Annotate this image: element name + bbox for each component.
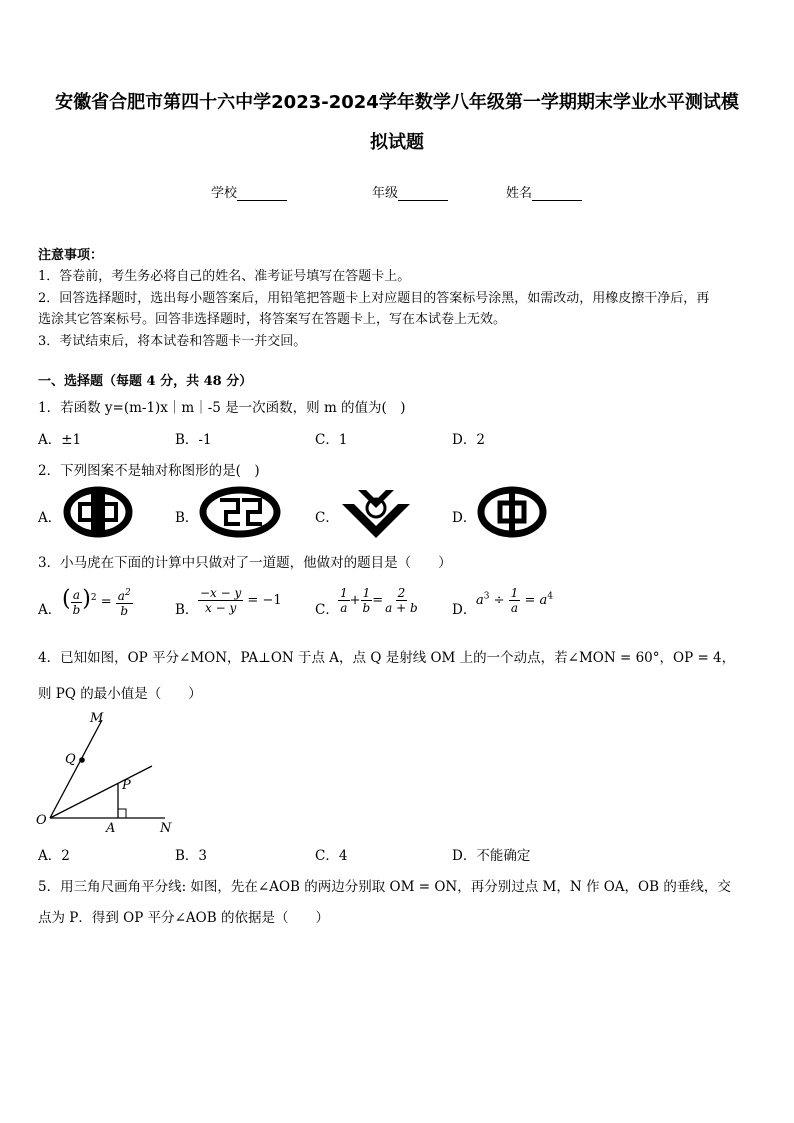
q2-logo-a-icon — [62, 486, 134, 538]
question-5-line1: 5．用三角尺画角平分线: 如图，先在∠AOB 的两边分别取 OM = ON，再分别过点 M，N 作 OA，OB 的垂线，交 — [38, 879, 731, 895]
question-4-line2: 则 PQ 的最小值是（ ） — [38, 686, 202, 702]
school-field[interactable]: 学校 — [211, 182, 287, 201]
note-item-2-cont: 选涂其它答案标号。回答非选择题时，将答案写在答题卡上，写在本试卷上无效。 — [38, 312, 507, 327]
q2-option-d-label[interactable]: D． — [452, 510, 477, 526]
q3-option-c-label[interactable]: C． — [315, 602, 339, 618]
q3-option-a-formula: ( $\frac{a}{b}$ )$^2$ = $\frac{a^2}{b}$ — [62, 586, 131, 618]
q4-geometry-figure — [30, 708, 190, 838]
page-title-line1: 安徽省合肥市第四十六中学2023-2024学年数学八年级第一学期期末学业水平测试模 — [55, 92, 739, 113]
q2-logo-d-icon — [476, 486, 548, 538]
point-label-a: A — [106, 821, 116, 836]
q1-option-c[interactable]: C．1 — [315, 432, 348, 448]
note-item-3: 3．考试结束后，将本试卷和答题卡一并交回。 — [38, 334, 307, 349]
q4-option-b[interactable]: B．3 — [175, 848, 208, 864]
point-label-q: Q — [65, 752, 76, 767]
point-label-n: N — [160, 821, 172, 836]
q1-option-a[interactable]: A．±1 — [38, 432, 82, 448]
point-label-p: P — [122, 778, 131, 793]
q4-option-d[interactable]: D．不能确定 — [452, 848, 531, 864]
question-5-line2: 点为 P．得到 OP 平分∠AOB 的依据是（ ） — [38, 910, 329, 926]
q1-option-b[interactable]: B．-1 — [175, 432, 212, 448]
question-4-line1: 4．已知如图，OP 平分∠MON，PA⊥ON 于点 A，点 Q 是射线 OM 上的一个动点，若∠MON = 60°，OP = 4， — [38, 650, 736, 666]
q2-logo-b-icon — [198, 486, 282, 538]
q3-option-b-formula: $\frac{-x - y}{x - y}$ = −1 — [200, 586, 282, 615]
name-field[interactable]: 姓名 — [506, 182, 582, 201]
q3-option-c-formula: $\frac{1}{a}$ + $\frac{1}{b}$ = $\frac{2}{a + b}$ — [340, 586, 418, 615]
notes-heading: 注意事项： — [38, 248, 104, 263]
question-2-text: 2．下列图案不是轴对称图形的是( ) — [38, 463, 260, 479]
q3-option-d-formula: $a^3$ ÷ $\frac{1}{a}$ = $a^4$ — [476, 586, 553, 615]
q2-option-a-label[interactable]: A． — [38, 510, 62, 526]
q3-option-a-label[interactable]: A． — [38, 602, 62, 618]
note-item-1: 1．答卷前，考生务必将自己的姓名、准考证号填写在答题卡上。 — [38, 269, 411, 284]
question-3-text: 3．小马虎在下面的计算中只做对了一道题，他做对的题目是（ ） — [38, 555, 452, 571]
q2-option-b-label[interactable]: B． — [175, 510, 199, 526]
q1-option-d[interactable]: D．2 — [452, 432, 485, 448]
note-item-2: 2．回答选择题时，选出每小题答案后，用铅笔把答题卡上对应题目的答案标号涂黑，如需改动，用橡皮擦干净后，再 — [38, 291, 710, 306]
q3-option-b-label[interactable]: B． — [175, 602, 199, 618]
q2-option-c-label[interactable]: C． — [315, 510, 339, 526]
point-label-m: M — [90, 711, 104, 726]
q2-logo-c-icon — [340, 486, 412, 538]
point-label-o: O — [36, 813, 47, 828]
q3-option-d-label[interactable]: D． — [452, 602, 477, 618]
q4-option-a[interactable]: A．2 — [38, 848, 70, 864]
q4-option-c[interactable]: C．4 — [315, 848, 348, 864]
grade-field[interactable]: 年级 — [372, 182, 448, 201]
section-heading: 一、选择题（每题 4 分，共 48 分） — [38, 374, 253, 389]
page-title-line2: 拟试题 — [370, 132, 424, 153]
question-1-text: 1．若函数 y=(m-1)x｜m｜-5 是一次函数，则 m 的值为( ) — [38, 400, 406, 416]
